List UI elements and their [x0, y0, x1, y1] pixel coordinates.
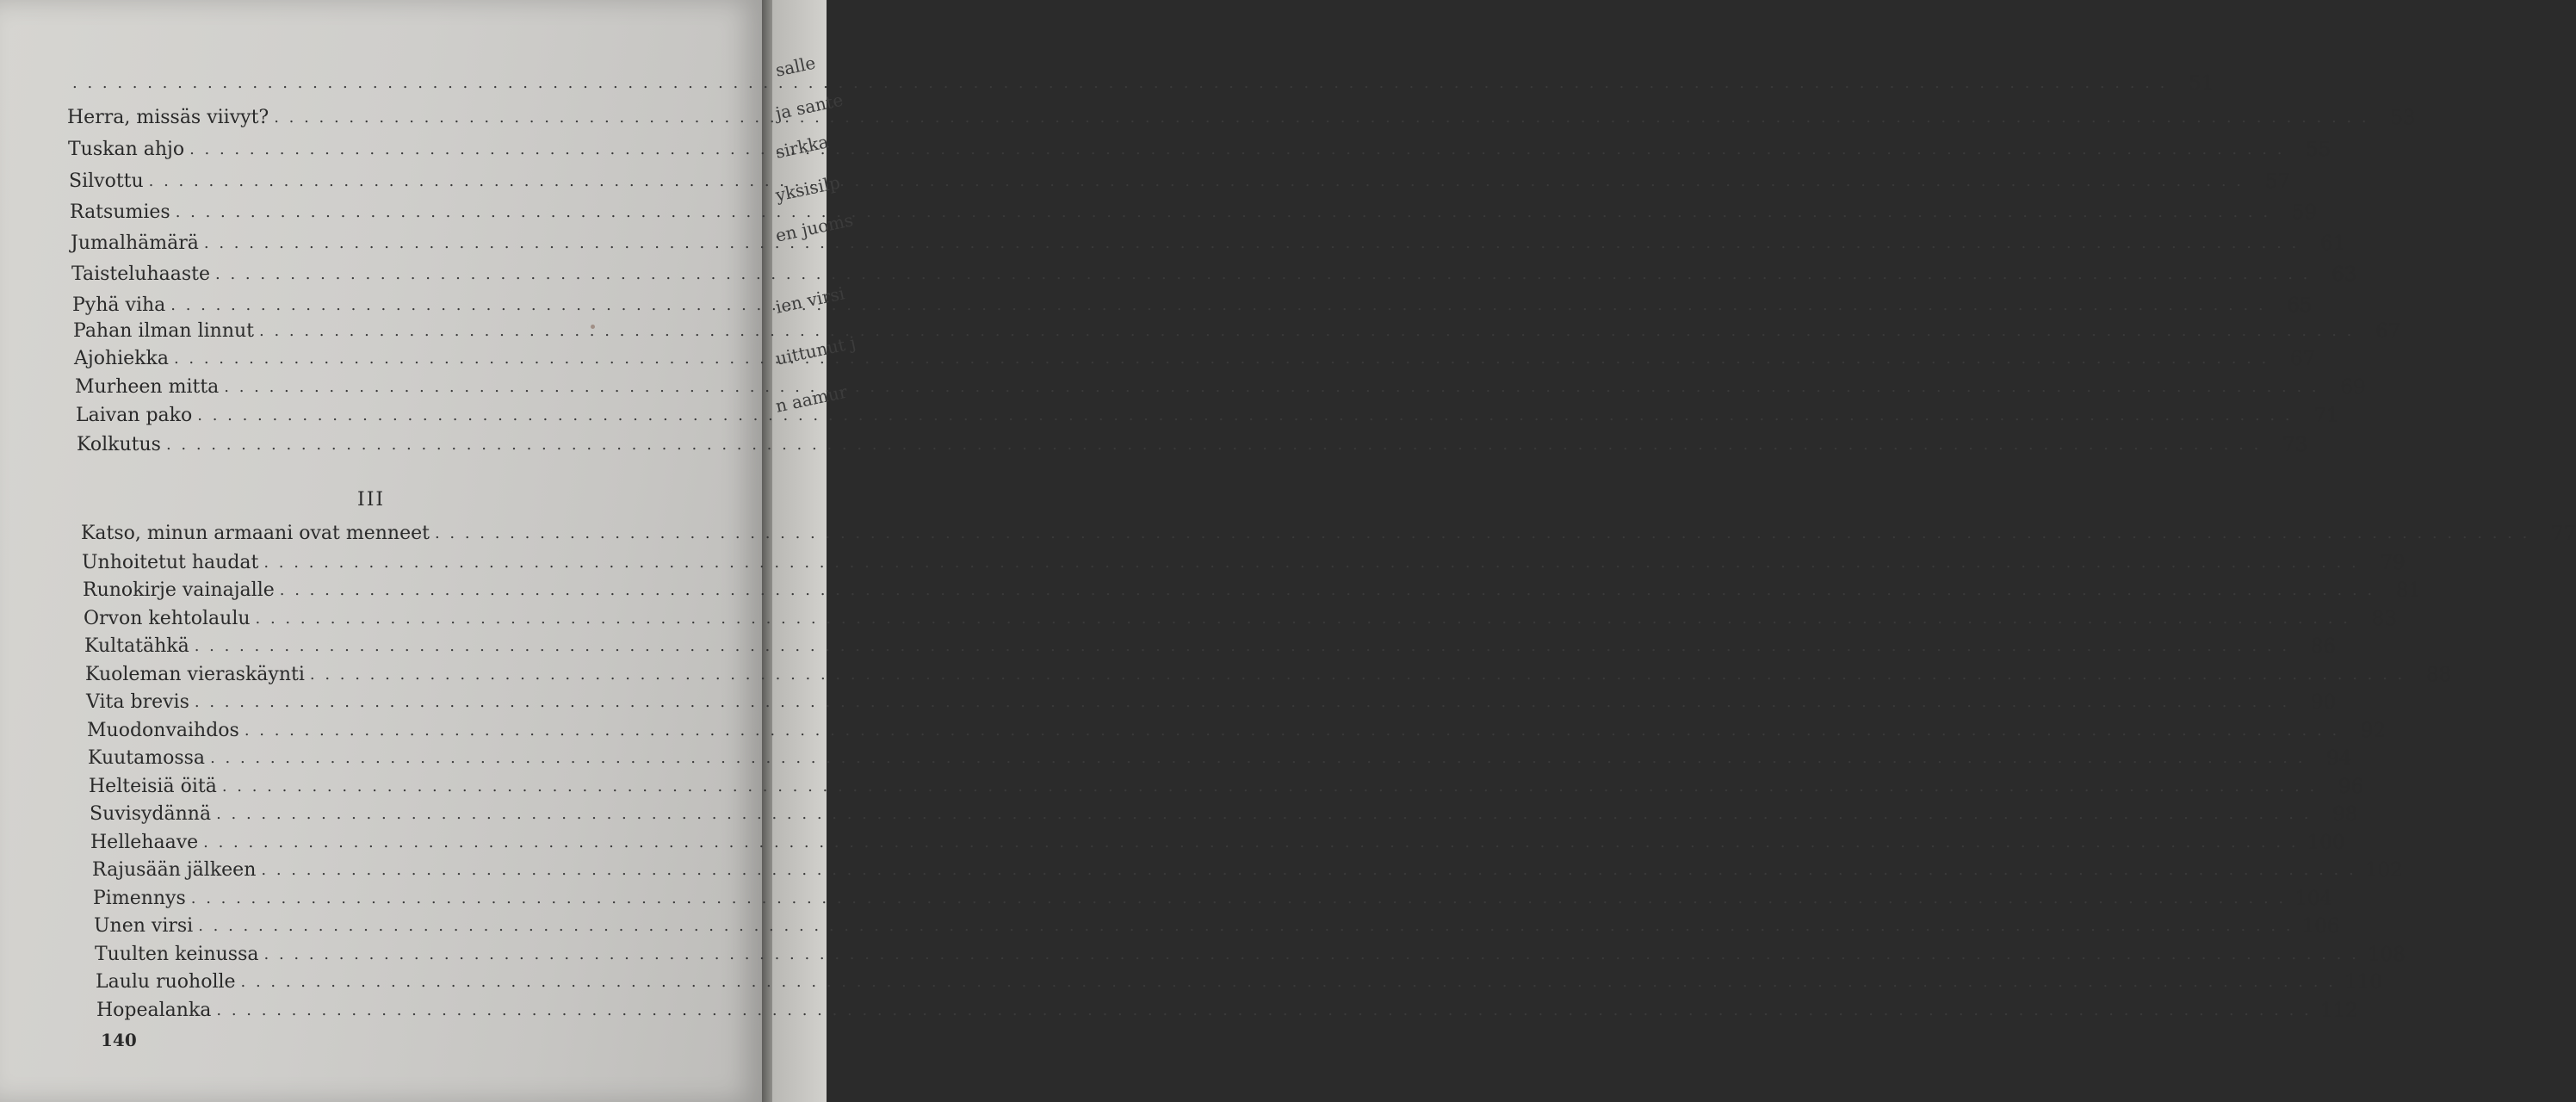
toc-dot-leader — [216, 803, 2311, 826]
toc-entry — [92, 859, 2403, 882]
toc-entry-title: Katso, minun armaani ovat menneet — [81, 523, 430, 544]
facing-fragment: yksisilp — [773, 171, 842, 206]
toc-entry-title: Kolkutus — [77, 434, 161, 455]
toc-entry — [90, 803, 2358, 826]
toc-entry-page: 92 — [2360, 720, 2387, 742]
toc-dot-leader — [72, 72, 2167, 95]
toc-entry-page: 90 — [2310, 691, 2337, 714]
toc-entry — [83, 579, 2422, 602]
toc-dot-leader — [174, 348, 2269, 370]
page-number: 140 — [101, 1030, 137, 1050]
toc-entry — [84, 635, 2337, 658]
toc-dot-leader — [256, 608, 2350, 630]
toc-entry-page: 88 — [2425, 664, 2452, 686]
toc-dot-leader — [245, 720, 2339, 742]
toc-entry-title: Murheen mitta — [75, 376, 220, 398]
toc-entry — [73, 320, 2401, 343]
toc-dot-leader — [170, 294, 2265, 317]
toc-entry-title: Orvon kehtolaulu — [84, 608, 251, 629]
toc-entry-page: 77 — [2551, 523, 2576, 545]
toc-entry-title: Pyhä viha — [72, 294, 166, 316]
toc-entry — [94, 915, 2340, 938]
facing-fragment: n aamur — [773, 381, 850, 417]
toc-entry-page: 67 — [2290, 348, 2316, 370]
toc-dot-leader — [204, 232, 2299, 255]
section-heading: III — [357, 489, 386, 511]
toc-entry — [67, 107, 2416, 129]
toc-entry-page: 104 — [2294, 888, 2333, 910]
toc-dot-leader — [216, 1000, 2311, 1022]
toc-entry-page: 59 — [2291, 201, 2318, 224]
toc-entry — [87, 720, 2387, 742]
toc-dot-leader — [261, 859, 2356, 882]
toc-entry — [95, 944, 2406, 966]
toc-entry-title: Pahan ilman linnut — [73, 320, 255, 342]
toc-entry-page: 98 — [2332, 803, 2358, 826]
facing-fragment: salle — [773, 52, 818, 81]
toc-entry-page: 100 — [2307, 832, 2345, 854]
toc-entry — [93, 888, 2333, 910]
toc-entry-title: Kuoleman vieraskäynti — [85, 664, 305, 685]
toc-dot-leader — [191, 888, 2286, 910]
toc-entry-title: Taisteluhaaste — [71, 263, 211, 285]
toc-entry-title: Pimennys — [93, 888, 186, 909]
toc-entry — [90, 832, 2345, 854]
toc-entry — [71, 232, 2346, 255]
toc-entry — [70, 201, 2318, 224]
toc-dot-leader — [280, 579, 2375, 602]
toc-entry-page: 96 — [2338, 776, 2364, 798]
toc-dot-leader — [198, 915, 2293, 938]
toc-entry-title: Silvottu — [69, 170, 144, 192]
toc-dot-leader — [189, 139, 2284, 161]
toc-entry-page: 63 — [2331, 263, 2357, 286]
toc-dot-leader — [197, 405, 2292, 427]
toc-entry-page: 108 — [2367, 944, 2406, 966]
facing-fragment: uittunut j — [773, 331, 858, 369]
toc-entry — [82, 552, 2406, 574]
toc-entry-title: Muodonvaihdos — [87, 720, 239, 741]
toc-entry-title: Ratsumies — [70, 201, 170, 223]
toc-entry-title: Laulu ruoholle — [96, 971, 236, 993]
facing-fragment: sirkka — [773, 131, 831, 163]
toc-entry-page: 57 — [2264, 170, 2291, 193]
toc-entry-title: Vita brevis — [86, 691, 189, 713]
toc-dot-leader — [241, 971, 2336, 994]
toc-entry-page: 112 — [2319, 1000, 2358, 1022]
toc-entry-title: Laivan pako — [76, 405, 193, 426]
toc-dot-leader — [195, 691, 2289, 714]
toc-entry-title: Tuskan ahjo — [68, 139, 185, 160]
toc-entry-page: 67 — [2375, 320, 2401, 343]
toc-entry-page: 71 — [2313, 405, 2339, 427]
toc-entry-title: Unhoitetut haudat — [82, 552, 259, 573]
toc-entry-title: Unen virsi — [94, 915, 194, 937]
toc-entry — [76, 405, 2339, 427]
toc-entry-page: 110 — [2344, 971, 2382, 994]
toc-entry — [84, 608, 2397, 630]
facing-fragment: ja sante — [773, 89, 845, 124]
paper-speck — [591, 325, 595, 329]
toc-entry-page: 79 — [2380, 552, 2406, 574]
facing-fragment: en juoms — [773, 209, 855, 246]
toc-dot-leader — [310, 664, 2405, 686]
toc-entry-page: 81 — [2395, 579, 2422, 602]
toc-entry — [71, 263, 2357, 286]
toc-dot-leader — [195, 635, 2289, 658]
toc-entry-title: Rajusään jälkeen — [92, 859, 257, 881]
facing-fragment: ien virsi — [773, 282, 847, 318]
toc-dot-leader — [259, 320, 2354, 343]
toc-entry — [81, 523, 2576, 545]
toc-entry-page: 69 — [2340, 376, 2366, 399]
toc-entry — [67, 72, 2214, 95]
toc-entry — [86, 691, 2337, 714]
toc-entry — [85, 664, 2452, 686]
toc-entry-page: 73 — [2282, 434, 2308, 456]
toc-dot-leader — [274, 107, 2369, 129]
toc-entry-title: Ajohiekka — [74, 348, 169, 369]
toc-entry-page: 55 — [2306, 139, 2331, 161]
toc-dot-leader — [210, 747, 2305, 770]
toc-dot-leader — [176, 201, 2270, 224]
toc-entry-title: Herra, missäs viivyt? — [67, 107, 269, 128]
toc-entry — [77, 434, 2308, 456]
toc-entry-title: Tuulten keinussa — [95, 944, 259, 965]
toc-entry-title: Suvisydännä — [90, 803, 212, 825]
toc-entry — [89, 776, 2364, 798]
toc-dot-leader — [222, 776, 2317, 798]
toc-entry — [96, 971, 2382, 994]
toc-dot-leader — [224, 376, 2319, 399]
toc-entry-title: Kultatähkä — [84, 635, 189, 657]
toc-dot-leader — [166, 434, 2261, 456]
toc-entry-page: 61 — [2319, 232, 2346, 255]
toc-entry-title: Helteisiä öitä — [89, 776, 217, 797]
toc-dot-leader — [264, 944, 2359, 966]
toc-dot-leader — [215, 263, 2310, 286]
toc-entry-page: 106 — [2301, 915, 2340, 938]
toc-entry — [96, 1000, 2358, 1022]
toc-dot-leader — [149, 170, 2244, 193]
toc-entry — [88, 747, 2352, 770]
toc-entry-page: 53 — [2390, 107, 2416, 129]
toc-entry-page: 102 — [2364, 859, 2403, 882]
toc-entry-page: 51 — [2189, 72, 2214, 95]
toc-entry-page: 86 — [2310, 635, 2337, 658]
toc-dot-leader — [435, 523, 2530, 545]
toc-entry-title: Jumalhämärä — [71, 232, 199, 254]
toc-entry-title: Kuutamossa — [88, 747, 206, 769]
toc-entry-title: Hopealanka — [96, 1000, 212, 1021]
toc-entry-title: Hellehaave — [90, 832, 199, 853]
toc-entry-page: 65 — [2287, 294, 2313, 317]
toc-dot-leader — [203, 832, 2298, 854]
toc-dot-leader — [263, 552, 2358, 574]
toc-entry-page: 83 — [2371, 608, 2397, 630]
toc-entry-page: 94 — [2326, 747, 2352, 770]
toc-entry-title: Runokirje vainajalle — [83, 579, 275, 601]
